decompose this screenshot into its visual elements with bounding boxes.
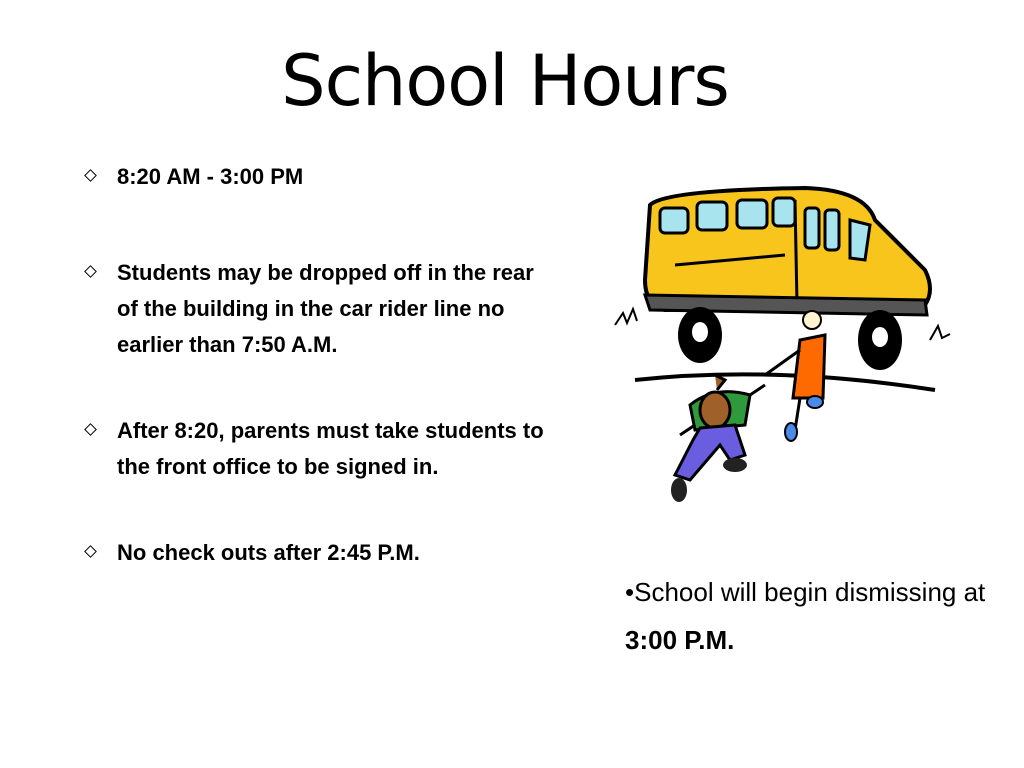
bullet-text: Students may be dropped off in the rear of the building in the car rider line no earlier than 7:50 A.M. — [117, 260, 534, 357]
diamond-bullet-icon — [84, 265, 97, 278]
note-text: School will begin dismissing at — [634, 577, 986, 607]
dismissal-note — [625, 568, 1005, 664]
boy-icon — [671, 375, 765, 502]
diamond-bullet-icon — [84, 545, 97, 558]
note-bullet: • — [625, 577, 635, 607]
bus-icon — [615, 188, 950, 390]
bullet-text: 8:20 AM - 3:00 PM — [117, 164, 304, 189]
bullet-item — [80, 159, 560, 195]
bullet-text: No check outs after 2:45 P.M. — [117, 540, 420, 565]
bullet-text: After 8:20, parents must take students to the front office to be signed in. — [117, 418, 544, 479]
school-bus-clipart — [605, 180, 965, 515]
diamond-bullet-icon — [84, 423, 97, 436]
slide-title: School Hours — [281, 40, 729, 122]
diamond-bullet-icon — [84, 169, 97, 182]
dismissal-time: 3:00 P.M. — [625, 625, 735, 655]
bullet-item — [80, 535, 560, 571]
bullet-item — [80, 413, 560, 485]
bullet-item — [80, 255, 560, 363]
